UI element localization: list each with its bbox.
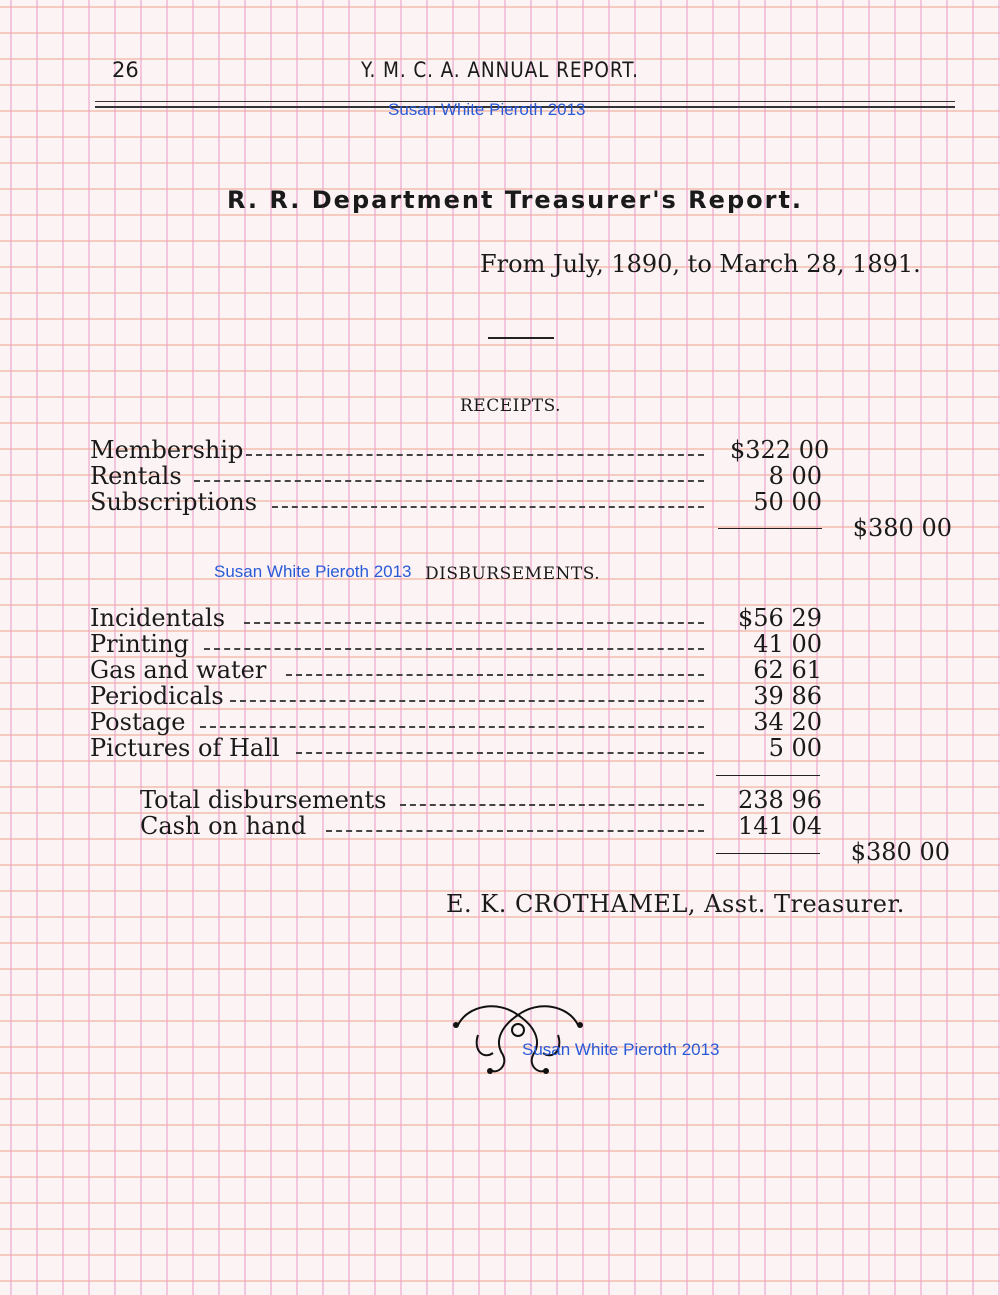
watermark-bottom: Susan White Pieroth 2013 — [522, 1040, 720, 1059]
leader-dots — [204, 648, 704, 650]
disbursements-heading: DISBURSEMENTS. — [425, 564, 601, 584]
leader-dots — [272, 506, 704, 508]
disbursements-total: $380 00 — [850, 838, 950, 866]
row-amount: 5 00 — [768, 734, 822, 762]
row-label: Pictures of Hall — [90, 734, 280, 762]
row-label: Rentals — [90, 462, 182, 490]
leader-dots — [230, 700, 704, 702]
treasurer-signature: E. K. CROTHAMEL, Asst. Treasurer. — [446, 890, 905, 918]
row-label: Incidentals — [90, 604, 226, 632]
row-amount: 8 00 — [768, 462, 822, 490]
subtotal-rule — [716, 775, 820, 776]
watermark-top: Susan White Pieroth 2013 — [388, 100, 586, 119]
row-label: Postage — [90, 708, 186, 736]
row-label: Subscriptions — [90, 488, 258, 516]
receipts-total: $380 00 — [852, 514, 952, 542]
leader-dots — [326, 830, 704, 832]
row-amount: 238 96 — [738, 786, 822, 814]
row-amount: 39 86 — [753, 682, 822, 710]
row-amount: 41 00 — [753, 630, 822, 658]
page-number: 26 — [112, 58, 139, 82]
leader-dots — [400, 804, 704, 806]
receipts-heading: RECEIPTS. — [460, 396, 562, 416]
row-label: Cash on hand — [140, 812, 307, 840]
row-label: Printing — [90, 630, 189, 658]
row-label: Periodicals — [90, 682, 224, 710]
leader-dots — [246, 454, 704, 456]
row-amount: $322 00 — [730, 436, 830, 464]
row-label: Total disbursements — [140, 786, 387, 814]
row-label: Gas and water — [90, 656, 267, 684]
report-period: From July, 1890, to March 28, 1891. — [480, 250, 921, 278]
leader-dots — [244, 622, 704, 624]
leader-dots — [200, 726, 704, 728]
row-label: Membership — [90, 436, 244, 464]
row-amount: 141 04 — [738, 812, 822, 840]
leader-dots — [296, 752, 704, 754]
leader-dots — [194, 480, 704, 482]
row-amount: $56 29 — [738, 604, 822, 632]
row-amount: 34 20 — [753, 708, 822, 736]
report-title: R. R. Department Treasurer's Report. — [226, 186, 804, 214]
row-amount: 62 61 — [753, 656, 822, 684]
watermark-middle: Susan White Pieroth 2013 — [214, 562, 412, 581]
total-rule — [716, 853, 820, 854]
section-divider — [488, 337, 554, 339]
row-amount: 50 00 — [753, 488, 822, 516]
subtotal-rule — [718, 528, 822, 529]
leader-dots — [286, 674, 704, 676]
running-title: Y. M. C. A. ANNUAL REPORT. — [361, 58, 639, 82]
